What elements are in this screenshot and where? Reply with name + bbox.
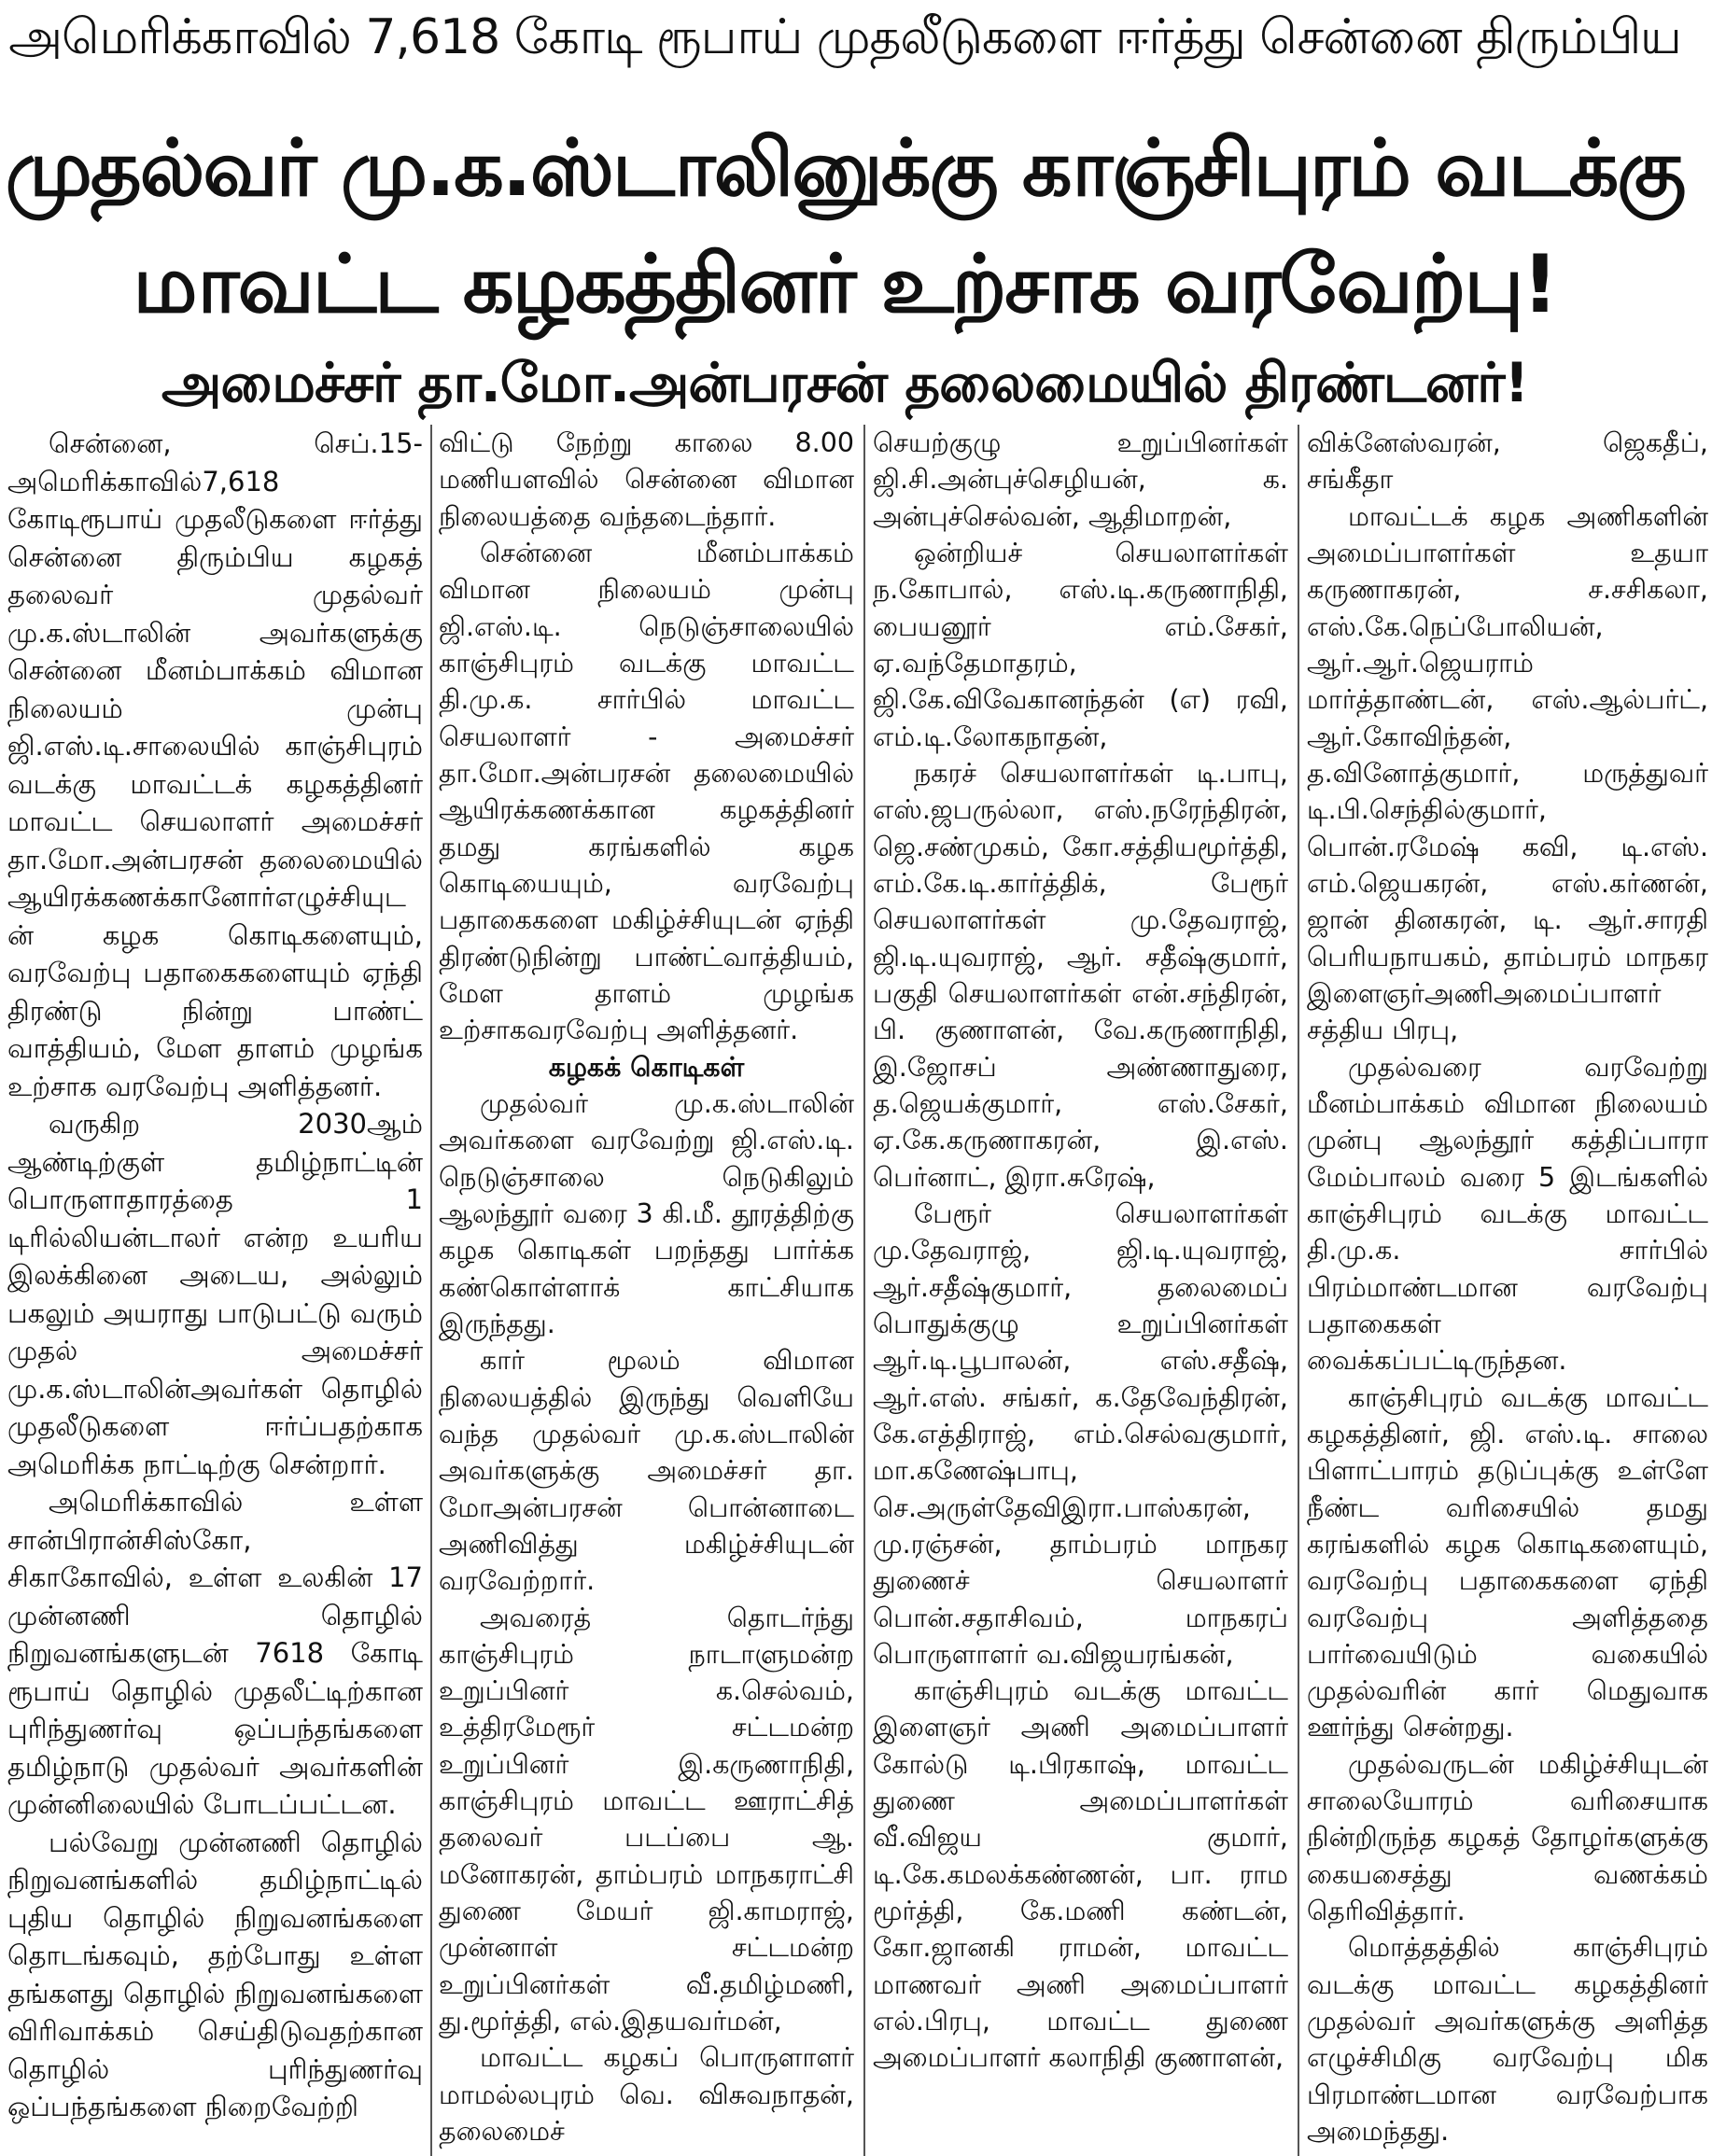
paragraph: முதல்வர் மு.க.ஸ்டாலின் அவர்களை வரவேற்று ஜி.எஸ்.டி. நெடுஞ்சாலை நெடுகிலும் ஆலந்தூர் வரை 3 கி.மீ. தூரத்திற்கு கழக கொடிகள் பறந்தது பார்க்க கண்கொள்ளாக் காட்சியாக இருந்தது.: [439, 1087, 854, 1339]
paragraph: விக்னேஸ்வரன், ஜெகதீப், சங்கீதா: [1307, 427, 1708, 496]
column-4: [1307, 425, 1708, 2156]
column-3: [873, 425, 1288, 2156]
paragraph: முதல்வரை வரவேற்று மீனம்பாக்கம் விமான நிலையம் முன்பு ஆலந்தூர் கத்திப்பாரா மேம்பாலம் வரை 5 இடங்களில் காஞ்சிபுரம் வடக்கு மாவட்ட தி.மு.க. சார்பில் பிரம்மாண்டமான வரவேற்பு பதாகைகள் வைக்கப்பட்டிருந்தன.: [1307, 1051, 1708, 1377]
paragraph: மாவட்ட கழகப் பொருளாளர் மாமல்லபுரம் வெ. விசுவநாதன், தலைமைச்: [439, 2042, 854, 2148]
paragraph: செயற்குழு உறுப்பினர்கள் ஜி.சி.அன்புச்செழியன், க. அன்புச்செல்வன், ஆதிமாறன்,: [873, 427, 1288, 532]
paragraph: அவரைத் தொடர்ந்து காஞ்சிபுரம் நாடாளுமன்ற உறுப்பினர் க.செல்வம், உத்திரமேரூர் சட்டமன்ற உறுப்பினர் இ.கருணாநிதி, காஞ்சிபுரம் மாவட்ட ஊராட்சித் தலைவர் படப்பை ஆ. மனோகரன், தாம்பரம் மாநகராட்சி துணை மேயர் ஜி.காமராஜ், முன்னாள் சட்டமன்ற உறுப்பினர்கள் வீ.தமிழ்மணி, து.மூர்த்தி, எல்.இதயவர்மன்,: [439, 1602, 854, 2037]
headline-line-1: முதல்வர் மு.க.ஸ்டாலினுக்கு காஞ்சிபுரம் வடக்கு: [5, 122, 1685, 214]
paragraph: சென்னை, செப்.15- அமெரிக்காவில்7,618 கோடிரூபாய் முதலீடுகளை ஈர்த்து சென்னை திரும்பிய கழகத் தலைவர் முதல்வர் மு.க.ஸ்டாலின் அவர்களுக்கு சென்னை மீனம்பாக்கம் விமான நிலையம் முன்பு ஜி.எஸ்.டி.சாலையில் காஞ்சிபுரம் வடக்கு மாவட்டக் கழகத்தினர் மாவட்ட செயலாளர் அமைச்சர் தா.மோ.அன்பரசன் தலைமையில் ஆயிரக்கணக்கானோர்எழுச்சியுடன் கழக கொடிகளையும், வரவேற்பு பதாகைகளையும் ஏந்தி திரண்டு நின்று பாண்ட் வாத்தியம், மேள தாளம் முழங்க உற்சாக வரவேற்பு அளித்தனர்.: [7, 427, 423, 1102]
paragraph: நகரச் செயலாளர்கள் டி.பாபு, எஸ்.ஜபருல்லா, எஸ்.நரேந்திரன், ஜெ.சண்முகம், கோ.சத்தியமூர்த்தி, எம்.கே.டி.கார்த்திக், பேரூர் செயலாளர்கள் மு.தேவராஜ், ஜி.டி.யுவராஜ், ஆர். சதீஷ்குமார், பகுதி செயலாளர்கள் என்.சந்திரன், பி. குணாளன், வே.கருணாநிதி, இ.ஜோசப் அண்ணாதுரை, த.ஜெயக்குமார், எஸ்.சேகர், ஏ.கே.கருணாகரன், இ.எஸ். பெர்னாட், இரா.சுரேஷ்,: [873, 757, 1288, 1193]
column-2: [439, 425, 854, 2156]
paragraph: காஞ்சிபுரம் வடக்கு மாவட்ட கழகத்தினர், ஜி. எஸ்.டி. சாலை பிளாட்பாரம் தடுப்புக்கு உள்ளே நீண்ட வரிசையில் தமது கரங்களில் கழக கொடிகளையும், வரவேற்பு பதாகைகளை ஏந்தி வரவேற்பு அளித்ததை பார்வையிடும் வகையில் முதல்வரின் கார் மெதுவாக ஊர்ந்து சென்றது.: [1307, 1381, 1708, 1743]
headline-line-2: மாவட்ட கழகத்தினர் உற்சாக வரவேற்பு!: [133, 238, 1557, 331]
paragraph: கார் மூலம் விமான நிலையத்தில் இருந்து வெளியே வந்த முதல்வர் மு.க.ஸ்டாலின் அவர்களுக்கு அமைச்சர் தா. மோஅன்பரசன் பொன்னாடை அணிவித்து மகிழ்ச்சியுடன் வரவேற்றார்.: [439, 1345, 854, 1597]
paragraph: முதல்வருடன் மகிழ்ச்சியுடன் சாலையோரம் வரிசையாக நின்றிருந்த கழகத் தோழர்களுக்கு கையசைத்து வணக்கம் தெரிவித்தார்.: [1307, 1748, 1708, 1927]
paragraph: மாவட்டக் கழக அணிகளின் அமைப்பாளர்கள் உதயா கருணாகரன், ச.சசிகலா, எஸ்.கே.நெப்போலியன், ஆர்.ஆர்.ஜெயராம் மார்த்தாண்டன், எஸ்.ஆல்பர்ட், ஆர்.கோவிந்தன், த.வினோத்குமார், மருத்துவர் டி.பி.செந்தில்குமார், பொன்.ரமேஷ் கவி, டி.எஸ். எம்.ஜெயகரன், எஸ்.கர்ணன், ஜான் தினகரன், டி. ஆர்.சாரதி பெரியநாயகம், தாம்பரம் மாநகர இளைஞர்அணிஅமைப்பாளர் சத்திய பிரபு,: [1307, 500, 1708, 1046]
kicker-line: அமெரிக்காவில் 7,618 கோடி ரூபாய் முதலீடுகளை ஈர்த்து சென்னை திரும்பிய: [8, 9, 1681, 65]
subheading: கழகக் கொடிகள்: [548, 1051, 745, 1083]
paragraph: பேரூர் செயலாளர்கள் மு.தேவராஜ், ஜி.டி.யுவராஜ், ஆர்.சதீஷ்குமார், தலைமைப் பொதுக்குழு உறுப்பினர்கள் ஆர்.டி.பூபாலன், எஸ்.சதீஷ், ஆர்.எஸ். சங்கர், க.தேவேந்திரன், கே.எத்திராஜ், எம்.செல்வகுமார், மா.கணேஷ்பாபு, செ.அருள்தேவிஇரா.பாஸ்கரன், மு.ரஞ்சன், தாம்பரம் மாநகர துணைச் செயலாளர் பொன்.சதாசிவம், மாநகரப் பொருளாளர் வ.விஜயரங்கன்,: [873, 1197, 1288, 1670]
column-1: [7, 425, 423, 2156]
paragraph: சென்னை மீனம்பாக்கம் விமான நிலையம் முன்பு ஜி.எஸ்.டி. நெடுஞ்சாலையில் காஞ்சிபுரம் வடக்கு மாவட்ட தி.மு.க. சார்பில் மாவட்ட செயலாளர் - அமைச்சர் தா.மோ.அன்பரசன் தலைமையில் ஆயிரக்கணக்கான கழகத்தினர் தமது கரங்களில் கழக கொடியையும், வரவேற்பு பதாகைகளை மகிழ்ச்சியுடன் ஏந்தி திரண்டுநின்று பாண்ட்வாத்தியம், மேள தாளம் முழங்க உற்சாகவரவேற்பு அளித்தனர்.: [439, 537, 854, 1046]
paragraph: வருகிற 2030ஆம் ஆண்டிற்குள் தமிழ்நாட்டின் பொருளாதாரத்தை 1 டிரில்லியன்டாலர் என்ற உயரிய இலக்கினை அடைய, அல்லும் பகலும் அயராது பாடுபட்டு வரும் முதல் அமைச்சர் மு.க.ஸ்டாலின்அவர்கள் தொழில் முதலீடுகளை ஈர்ப்பதற்காக அமெரிக்க நாட்டிற்கு சென்றார்.: [7, 1108, 423, 1480]
paragraph: ஒன்றியச் செயலாளர்கள் ந.கோபால், எஸ்.டி.கருணாநிதி, பையனூர் எம்.சேகர், ஏ.வந்தேமாதரம், ஜி.கே.விவேகானந்தன் (எ) ரவி, எம்.டி.லோகநாதன்,: [873, 537, 1288, 752]
paragraph: காஞ்சிபுரம் வடக்கு மாவட்ட இளைஞர் அணி அமைப்பாளர் கோல்டு டி.பிரகாஷ், மாவட்ட துணை அமைப்பாளர்கள் வீ.விஜய குமார், டி.கே.கமலக்கண்ணன், பா. ராம மூர்த்தி, கே.மணி கண்டன், கோ.ஜானகி ராமன், மாவட்ட மாணவர் அணி அமைப்பாளர் எல்.பிரபு, மாவட்ட துணை அமைப்பாளர் கலாநிதி குணாளன்,: [873, 1675, 1288, 2074]
paragraph: அமெரிக்காவில் உள்ள சான்பிரான்சிஸ்கோ, சிகாகோவில், உள்ள உலகின் 17 முன்னணி தொழில் நிறுவனங்களுடன் 7618 கோடி ரூபாய் தொழில் முதலீட்டிற்கான புரிந்துணர்வு ஒப்பந்தங்களை தமிழ்நாடு முதல்வர் அவர்களின் முன்னிலையில் போடப்பட்டன.: [7, 1486, 423, 1820]
paragraph: விட்டு நேற்று காலை 8.00 மணியளவில் சென்னை விமான நிலையத்தை வந்தடைந்தார்.: [439, 427, 854, 532]
article-body: [0, 425, 1712, 2156]
deck-subheadline: அமைச்சர் தா.மோ.அன்பரசன் தலைமையில் திரண்டனர்!: [161, 351, 1529, 414]
paragraph: மொத்தத்தில் காஞ்சிபுரம் வடக்கு மாவட்ட கழகத்தினர் முதல்வர் அவர்களுக்கு அளித்த எழுச்சிமிகு வரவேற்பு மிக பிரமாண்டமான வரவேற்பாக அமைந்தது.: [1307, 1932, 1708, 2148]
paragraph: பல்வேறு முன்னணி தொழில் நிறுவனங்களில் தமிழ்நாட்டில் புதிய தொழில் நிறுவனங்களை தொடங்கவும், தற்போது உள்ள தங்களது தொழில் நிறுவனங்களை விரிவாக்கம் செய்திடுவதற்கான தொழில் புரிந்துணர்வு ஒப்பந்தங்களை நிறைவேற்றி: [7, 1826, 423, 2122]
